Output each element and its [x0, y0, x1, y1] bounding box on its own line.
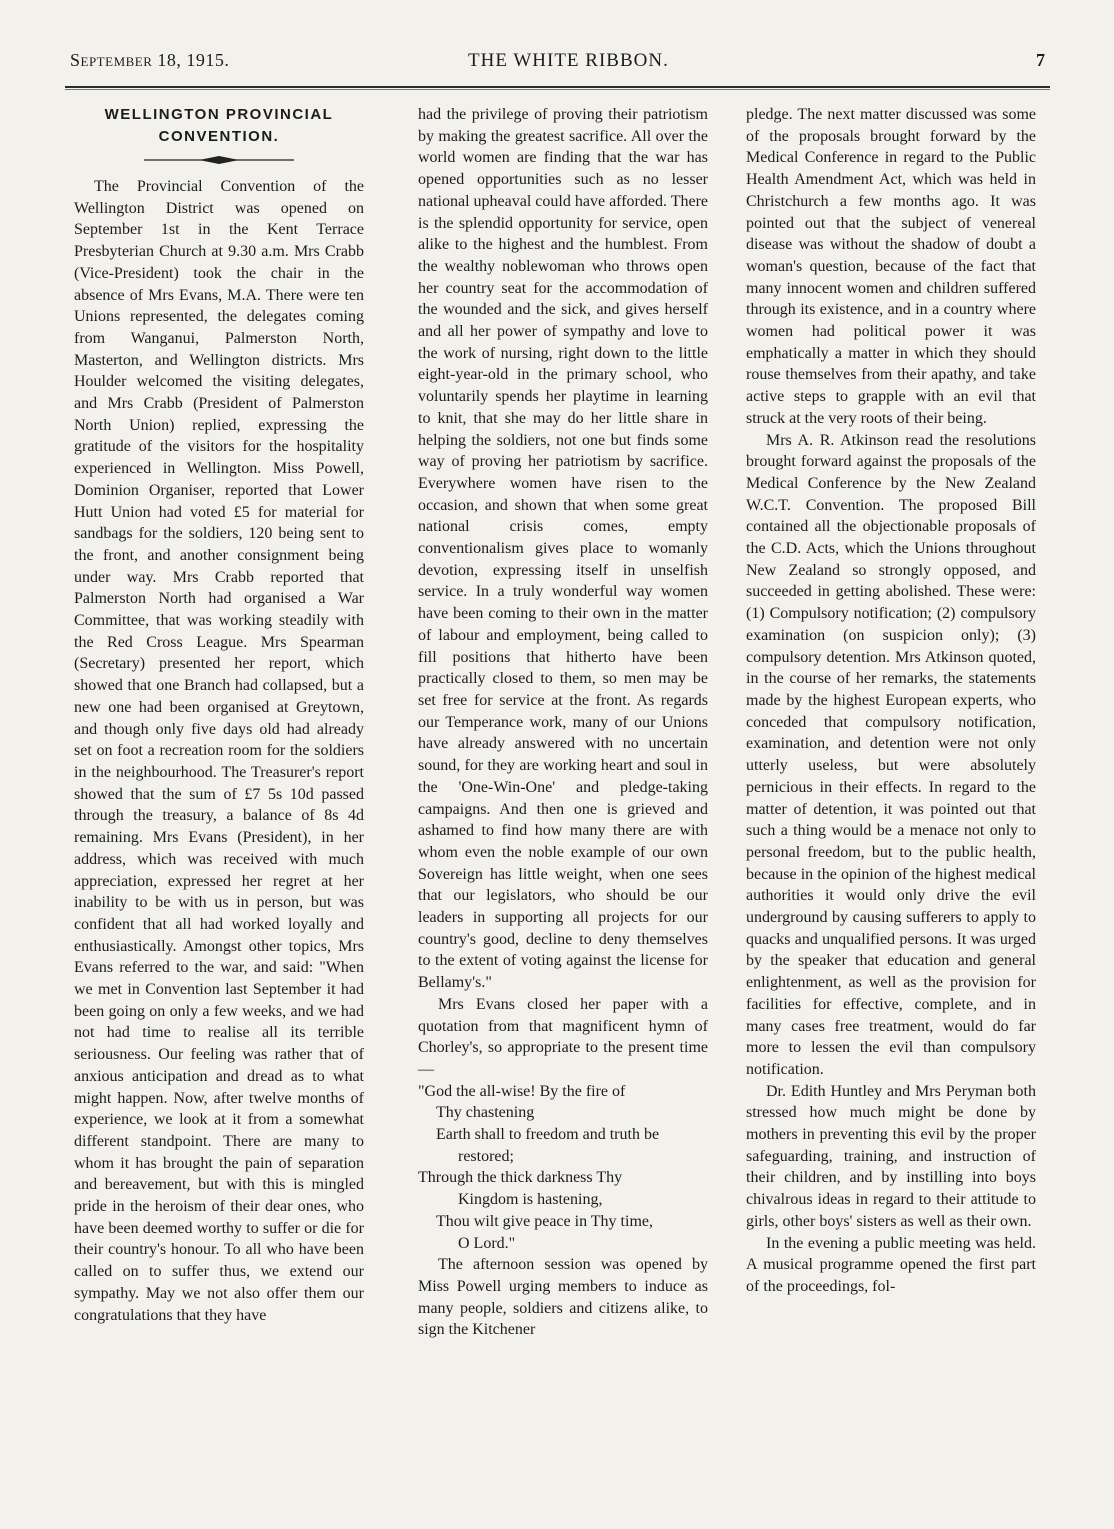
paragraph: had the privilege of proving their patriotism by making the greatest sacrifice. All over the world women are finding that the war has opened opportunities such as no lesser national upheaval could have afforded. There is the splendid opportunity for service, open alike to the highest and the humblest. From the wealthy noblewoman who throws open her country seat for the accommodation of the wounded and the sick, and gives herself and all her power of sympathy and love to the work of nursing, right down to the little eight-year-old in the primary school, who voluntarily spends her playtime in learning to knit, that she may do her little share in helping the soldiers, not one but finds some way of proving her patriotism by sacrifice. Everywhere women have risen to the occasion, and shown that when some great national crisis comes, empty conventionalism gives place to womanly devotion, expressing itself in unselfish service. In a truly wonderful way women have been coming to their own in the matter of labour and employment, being called to fill positions that hitherto have been practically closed to them, so men may be set free for service at the front. As regards our Temperance work, many of our Unions have already answered with no uncertain sound, for they are working heart and soul in the 'One-Win-One' and pledge-taking campaigns. And then one is grieved and ashamed to find how many there are with whom even the noble example of our own Sovereign has little weight, when one sees that our legislators, who should be our leaders in supporting all projects for our country's good, decline to deny themselves to the extent of voting against the license for Bellamy's.": [418, 106, 708, 992]
header-rule-thin: [65, 89, 1050, 90]
poem-line: Through the thick darkness Thy: [418, 1169, 623, 1187]
paragraph: The Provincial Convention of the Wellington District was opened on September 1st in the Kent Terrace Presbyterian Church at 9.30 a.m. Mrs Crabb (Vice-President) took the chair in the absence of Mrs Evans, M.A. There were ten Unions represented, the delegates coming from Wanganui, Palmerston North, Masterton, and Wellington districts. Mrs Houlder welcomed the visiting delegates, and Mrs Crabb (President of Palmerston North Union) replied, expressing the gratitude of the visitors for the hospitality experienced in Wellington. Miss Powell, Dominion Organiser, reported that Lower Hutt Union had voted £5 for material for sandbags for the soldiers, 120 being sent to the front, and another consignment being under way. Mrs Crabb reported that Palmerston North had organised a War Committee, that was working steadily with the Red Cross League. Mrs Spearman (Secretary) presented her report, which showed that one Branch had collapsed, but a new one had been organised at Greytown, and though only five days old had already set on foot a recreation room for the soldiers in the neighbourhood. The Treasurer's report showed that the sum of £7 5s 10d passed through the treasury, a balance of 8s 4d remaining. Mrs Evans (President), in her address, which was received with much appreciation, expressed her regret at her inability to be with us in person, but was confident that all had worked loyally and enthusiastically. Amongst other topics, Mrs Evans referred to the war, and said: "When we met in Convention last September it had been going on only a few weeks, and we had not had time to realise all its terrible seriousness. Our feeling was rather that of anxious anticipation and dread as to what might happen. Now, after twelve months of experience, we look at it from a somewhat different standpoint. There are many to whom it has brought the pain of separation and bereavement, but with this is mingled pride in the heroism of their dear ones, who have been deemed worthy to suffer or die for their country's honour. To all who have been called on to suffer thus, we extend our sympathy. May we not also offer them our congratulations that they have: [74, 178, 364, 1324]
paragraph: Mrs A. R. Atkinson read the resolutions brought forward against the proposals of the Medical Conference by the New Zealand W.C.T. Convention. The proposed Bill contained all the objectionable proposals of the C.D. Acts, which the Unions throughout New Zealand so strongly opposed, and succeeded in getting abolished. These were: (1) Compulsory notification; (2) compulsory examination (on suspicion only); (3) compulsory detention. Mrs Atkinson quoted, in the course of her remarks, the statements made by the highest European experts, who conceded that compulsory notification, examination, and detention were not only utterly useless, but were absolutely pernicious in their effects. In regard to the matter of detention, it was pointed out that such a thing would be a menace not only to personal freedom, but to the public health, because in the opinion of the highest medical authorities it would only drive the evil underground by causing sufferers to apply to quacks and unqualified persons. It was urged by the speaker that education and general enlightenment, as well as the provision for facilities for effective, complete, and in many cases free treatment, would do far more to lessen the evil than compulsory notification.: [746, 431, 1036, 1078]
page-number: 7: [1036, 50, 1045, 70]
hymn-quotation: [418, 1081, 708, 1255]
poem-line: Kingdom is hastening,: [458, 1191, 603, 1209]
poem-line: "God the all-wise! By the fire of: [418, 1082, 626, 1100]
column-2: [418, 104, 708, 1341]
paragraph: Dr. Edith Huntley and Mrs Peryman both stressed how much might be done by mothers in preventing this evil by the proper safeguarding, training, and instruction of their children, and by instilling into boys chivalrous ideas in regard to their attitude to girls, other boys' sisters as well as their own.: [746, 1082, 1036, 1230]
article-heading: [74, 104, 364, 148]
paragraph: In the evening a public meeting was held. A musical programme opened the first part of the proceedings, fol-: [746, 1234, 1036, 1295]
issue-date: September 18, 1915.: [70, 50, 230, 70]
poem-line: restored;: [458, 1147, 514, 1165]
column-3: [746, 104, 1036, 1298]
poem-line: O Lord.": [458, 1234, 516, 1252]
article-heading-line-1: WELLINGTON PROVINCIAL: [104, 106, 334, 123]
running-header: [70, 50, 1045, 74]
header-rule: [65, 86, 1050, 88]
article-heading-line-2: CONVENTION.: [158, 128, 280, 145]
column-1: [74, 104, 364, 1326]
paragraph: pledge. The next matter discussed was some of the proposals brought forward by the Medical Conference in regard to the Public Health Amendment Act, which was held in Christchurch a few months ago. It was pointed out that the subject of venereal disease was without the shadow of doubt a woman's question, because of the fact that many innocent women and children suffered through its existence, and in a country where women had political power it was emphatically a matter in which they should rouse themselves from their apathy, and take active steps to grapple with an evil that struck at the very roots of their being.: [746, 106, 1036, 427]
poem-line: Thou wilt give peace in Thy time,: [436, 1212, 653, 1230]
ornament-divider: [119, 154, 319, 166]
publication-title: THE WHITE RIBBON.: [468, 50, 669, 71]
paragraph: The afternoon session was opened by Miss Powell urging members to induce as many people, soldiers and citizens alike, to sign the Kitchener: [418, 1256, 708, 1339]
poem-line: Earth shall to freedom and truth be: [436, 1126, 660, 1144]
poem-line: Thy chastening: [436, 1104, 535, 1122]
paragraph: Mrs Evans closed her paper with a quotation from that magnificent hymn of Chorley's, so appropriate to the present time—: [418, 995, 708, 1078]
